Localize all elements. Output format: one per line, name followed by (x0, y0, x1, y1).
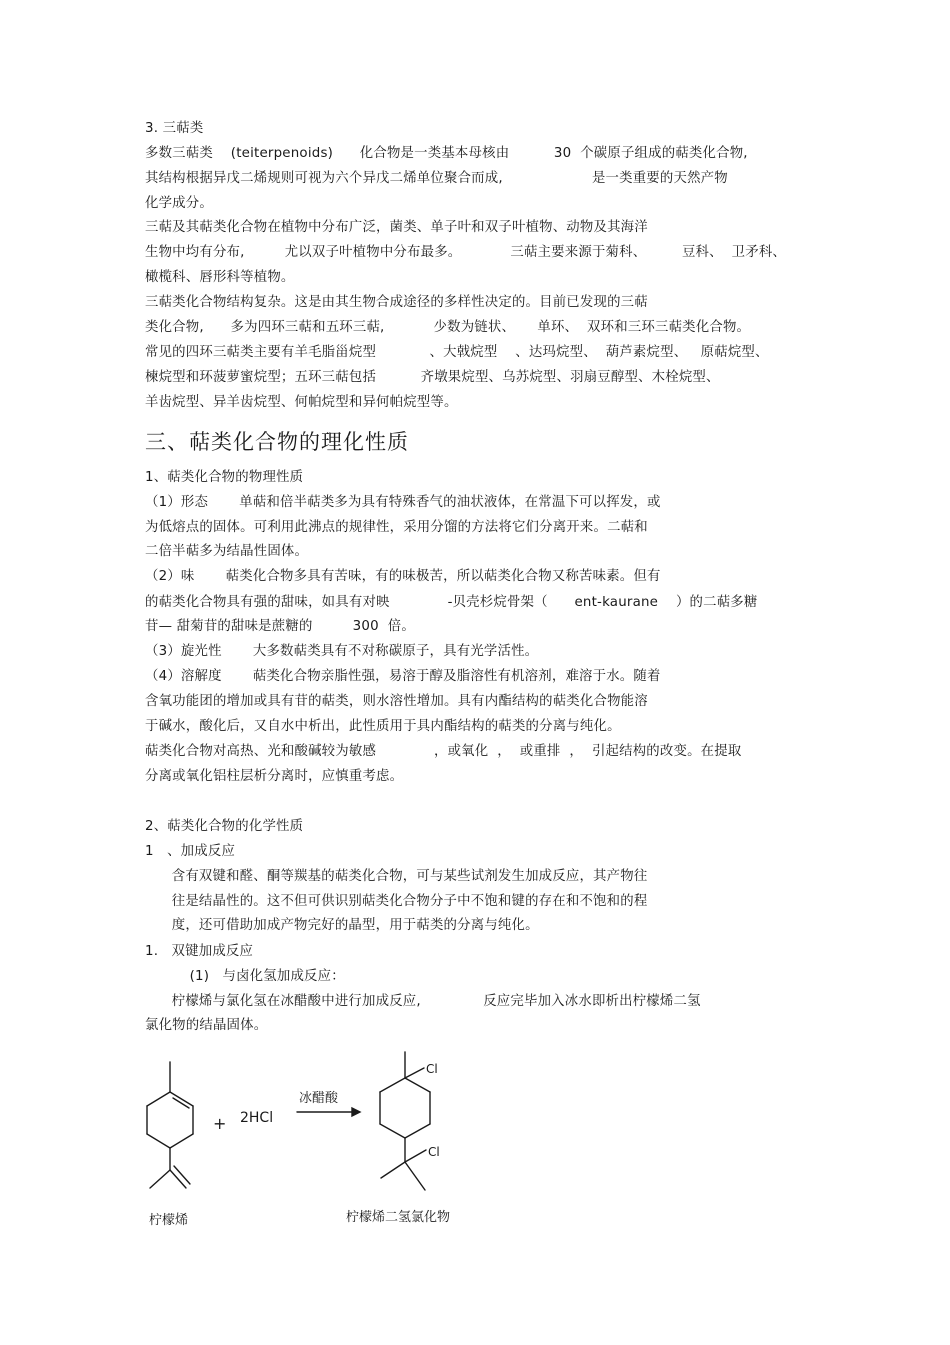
paragraph-line: 含有双键和醛、酮等羰基的萜类化合物，可与某些试剂发生加成反应，其产物往 (145, 869, 648, 884)
paragraph-line: 常见的四环三萜类主要有羊毛脂甾烷型 、大戟烷型 、达玛烷型、 葫芦素烷型、 原萜烷型、 (145, 345, 769, 360)
paragraph-line: 于碱水，酸化后，又自水中析出，此性质用于具内酯结构的萜类的分离与纯化。 (145, 719, 621, 734)
paragraph-line: 楝烷型和环菠萝蜜烷型；五环三萜包括 齐墩果烷型、乌苏烷型、羽扇豆醇型、木栓烷型、 (145, 370, 720, 385)
paragraph-line: 度，还可借助加成产物完好的晶型，用于萜类的分离与纯化。 (145, 918, 539, 933)
paragraph-line: 的萜类化合物具有强的甜味，如具有对映 -贝壳杉烷骨架（ ent-kaurane ）的二萜多糖 (145, 595, 758, 610)
reactant-name: 柠檬烯 (149, 1213, 189, 1228)
paragraph-line: （2）味 萜类化合物多具有苦味，有的味极苦，所以萜类化合物又称苦味素。但有 (145, 569, 661, 584)
paragraph-line: 氯化物的结晶固体。 (145, 1018, 268, 1033)
paragraph-line: 三萜类化合物结构复杂。这是由其生物合成途径的多样性决定的。目前已发现的三萜 (145, 295, 648, 310)
subsection-title-chemical: 2、萜类化合物的化学性质 (145, 819, 304, 834)
paragraph-line: 二倍半萜多为结晶性固体。 (145, 544, 309, 559)
product-name: 柠檬烯二氢氯化物 (346, 1210, 451, 1225)
paragraph-line: 类化合物, 多为四环三萜和五环三萜, 少数为链状、 单环、 双环和三环三萜类化合物。 (145, 320, 751, 335)
paragraph-line: 1 、加成反应 (145, 844, 236, 859)
section-title-triterpenes: 3. 三萜类 (145, 121, 204, 136)
paragraph-line: 含氧功能团的增加或具有苷的萜类，则水溶性增加。具有内酯结构的萜类化合物能溶 (145, 694, 648, 709)
reagent-label: 2HCl (240, 1110, 274, 1126)
chlorine-label-bottom: Cl (428, 1145, 440, 1159)
paragraph-line: 1. 双键加成反应 (145, 944, 254, 959)
paragraph-line: 化学成分。 (145, 196, 213, 211)
condition-label: 冰醋酸 (299, 1091, 339, 1106)
subsection-title-physical: 1、萜类化合物的物理性质 (145, 470, 304, 485)
paragraph-line: 三萜及其萜类化合物在植物中分布广泛，菌类、单子叶和双子叶植物、动物及其海洋 (145, 220, 648, 235)
paragraph-line: 橄榄科、唇形科等植物。 (145, 270, 295, 285)
paragraph-line: 多数三萜类 (teiterpenoids) 化合物是一类基本母核由 30 个碳原子组成的萜类化合物, (145, 146, 748, 161)
paragraph-line: 往是结晶性的。这不但可供识别萜类化合物分子中不饱和键的存在和不饱和的程 (145, 894, 648, 909)
reaction-scheme (0, 1040, 950, 1250)
paragraph-line: 其结构根据异戊二烯规则可视为六个异戊二烯单位聚合而成, 是一类重要的天然产物 (145, 171, 728, 186)
section-heading: 三、萜类化合物的理化性质 (145, 430, 409, 454)
paragraph-line: 为低熔点的固体。可利用此沸点的规律性，采用分馏的方法将它们分离开来。二萜和 (145, 520, 648, 535)
paragraph-line: 分离或氧化铝柱层析分离时，应慎重考虑。 (145, 769, 404, 784)
paragraph-line: 生物中均有分布, 尤以双子叶植物中分布最多。 三萜主要来源于菊科、 豆科、 卫矛科、 (145, 245, 787, 260)
paragraph-line: （3）旋光性 大多数萜类具有不对称碳原子，具有光学活性。 (145, 644, 539, 659)
paragraph-line: (1) 与卤化氢加成反应： (145, 969, 345, 984)
paragraph-line: （1）形态 单萜和倍半萜类多为具有特殊香气的油状液体，在常温下可以挥发，或 (145, 495, 661, 510)
plus-sign: + (213, 1114, 227, 1133)
limonene-structure (147, 1062, 193, 1188)
paragraph-line: 萜类化合物对高热、光和酸碱较为敏感 ，或氧化 ， 或重排 ， 引起结构的改变。在提取 (145, 744, 742, 759)
paragraph-line: 苷— 甜菊苷的甜味是蔗糖的 300 倍。 (145, 619, 415, 634)
chlorine-label-top: Cl (426, 1062, 438, 1076)
paragraph-line: （4）溶解度 萜类化合物亲脂性强，易溶于醇及脂溶性有机溶剂，难溶于水。随着 (145, 669, 661, 684)
paragraph-line: 柠檬烯与氯化氢在冰醋酸中进行加成反应, 反应完毕加入冰水即析出柠檬烯二氢 (145, 994, 701, 1009)
paragraph-line: 羊齿烷型、异羊齿烷型、何帕烷型和异何帕烷型等。 (145, 395, 458, 410)
product-structure (380, 1052, 430, 1190)
reaction-arrow (297, 1108, 360, 1116)
